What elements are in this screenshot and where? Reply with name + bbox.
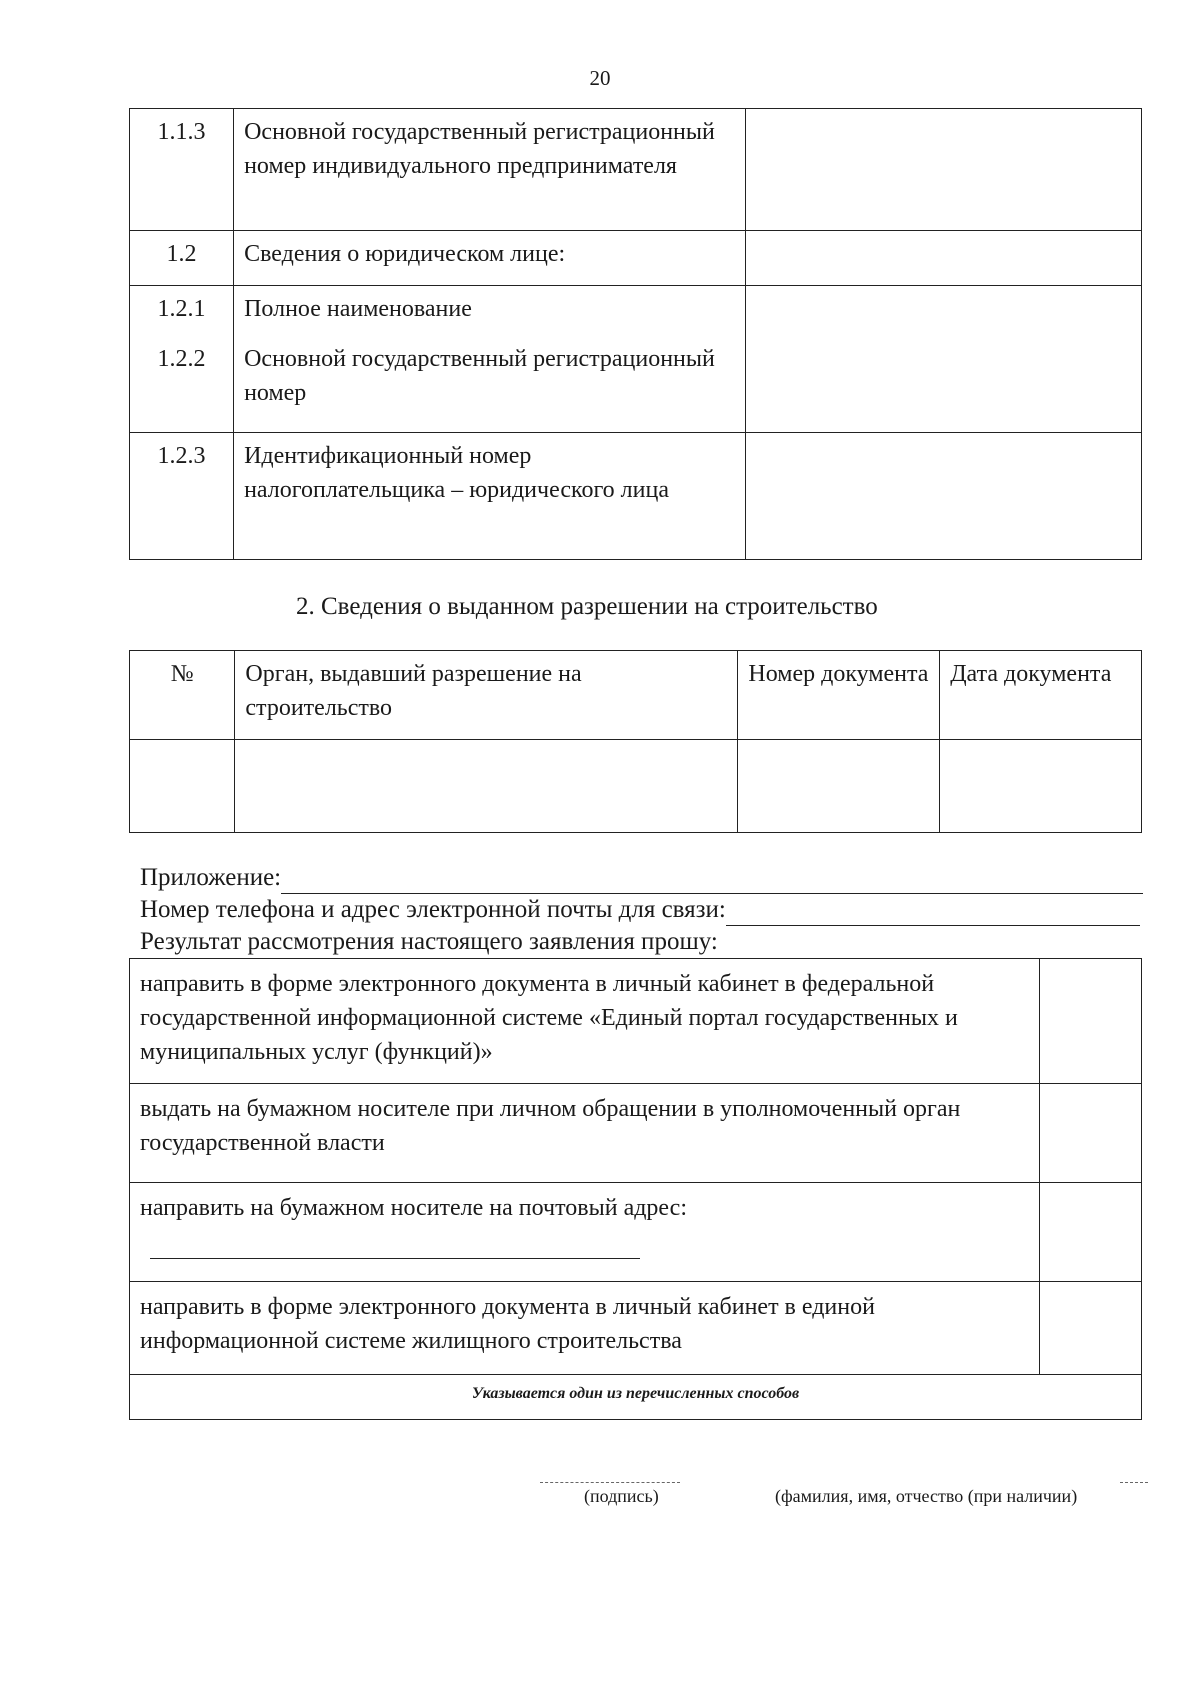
row-label: Основной государственный регистрационный номер индивидуального предпринимателя — [234, 109, 745, 231]
name-line[interactable] — [1120, 1482, 1148, 1483]
value-cell[interactable] — [745, 286, 1141, 433]
column-header-authority: Орган, выдавший разрешение на строительство — [235, 651, 738, 740]
table-row — [130, 286, 1142, 337]
option-row — [130, 1282, 1142, 1375]
row-label: Идентификационный номер налогоплательщика – юридического лица — [234, 433, 745, 560]
authority-cell[interactable] — [235, 740, 738, 833]
table-row — [130, 740, 1142, 833]
row-number: 1.2.3 — [130, 433, 234, 560]
option-checkbox[interactable] — [1039, 1282, 1141, 1375]
attachment-row — [140, 862, 1143, 894]
row-number: 1.2.2 — [130, 336, 234, 433]
contact-row — [140, 894, 1140, 926]
delivery-options-table — [129, 958, 1142, 1420]
signature-line[interactable] — [540, 1482, 680, 1483]
doc-date-cell[interactable] — [940, 740, 1142, 833]
options-note: Указывается один из перечисленных способов — [130, 1375, 1142, 1420]
row-label: Основной государственный регистрационный номер — [234, 336, 745, 433]
result-label: Результат рассмотрения настоящего заявления прошу: — [140, 928, 718, 955]
option-row — [130, 1084, 1142, 1183]
option-row — [130, 959, 1142, 1084]
attachment-field[interactable] — [281, 865, 1143, 894]
doc-number-cell[interactable] — [738, 740, 940, 833]
options-note-row — [130, 1375, 1142, 1420]
number-cell[interactable] — [130, 740, 235, 833]
table-header-row — [130, 651, 1142, 740]
permit-details-table — [129, 650, 1142, 833]
row-number: 1.2 — [130, 231, 234, 286]
option-checkbox[interactable] — [1039, 959, 1141, 1084]
option-text: направить в форме электронного документа в личный кабинет в единой информационной системе жилищного строительства — [130, 1282, 1040, 1375]
value-cell[interactable] — [745, 433, 1141, 560]
value-cell[interactable] — [745, 109, 1141, 231]
column-header-number: № — [130, 651, 235, 740]
contact-label: Номер телефона и адрес электронной почты для связи: — [140, 896, 726, 923]
applicant-details-table — [129, 108, 1142, 560]
table-row — [130, 433, 1142, 560]
option-checkbox[interactable] — [1039, 1183, 1141, 1282]
column-header-doc-date: Дата документа — [940, 651, 1142, 740]
row-number: 1.2.1 — [130, 286, 234, 337]
value-cell[interactable] — [745, 231, 1141, 286]
signature-caption: (подпись) — [584, 1486, 659, 1506]
column-header-doc-number: Номер документа — [738, 651, 940, 740]
option-checkbox[interactable] — [1039, 1084, 1141, 1183]
attachment-label: Приложение: — [140, 864, 282, 891]
result-row — [140, 926, 718, 958]
row-label: Сведения о юридическом лице: — [234, 231, 745, 286]
option-cell — [130, 1183, 1040, 1282]
page-number: 20 — [589, 66, 611, 90]
option-text: выдать на бумажном носителе при личном обращении в уполномоченный орган государственной власти — [130, 1084, 1040, 1183]
contact-field[interactable] — [726, 897, 1140, 926]
row-number: 1.1.3 — [130, 109, 234, 231]
name-caption: (фамилия, имя, отчество (при наличии) — [775, 1486, 1078, 1506]
table-row — [130, 109, 1142, 231]
row-label: Полное наименование — [234, 286, 745, 337]
section-2-title: 2. Сведения о выданном разрешении на строительство — [296, 593, 878, 620]
option-text: направить в форме электронного документа в личный кабинет в федеральной государственной информационной системе «Единый портал государственных и муниципальных услуг (функций)» — [130, 959, 1040, 1084]
postal-address-field[interactable] — [150, 1232, 640, 1259]
option-row — [130, 1183, 1142, 1282]
table-row — [130, 231, 1142, 286]
option-text: направить на бумажном носителе на почтовый адрес: — [140, 1195, 687, 1221]
